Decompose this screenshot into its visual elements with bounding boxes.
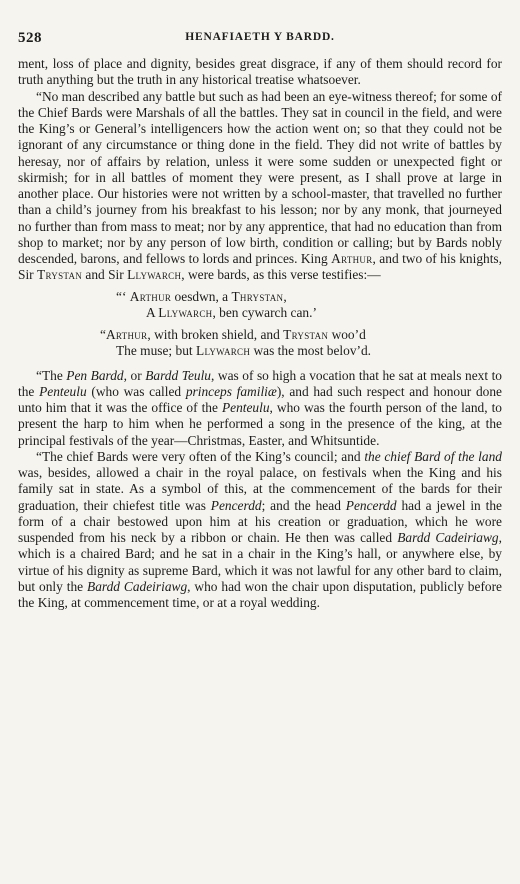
text-run: and Sir [82, 267, 128, 283]
term-bardd-cadeiriawg: Bardd Cadeiriawg [87, 578, 188, 594]
text-run: “No man described any battle but such as had been an eye-witness thereof; for some of the Chief Bards were Marshals of all the battles. They sat in council in the field, and were the King’s or General’s intelligencers how the action went on; so that they could not be ignorant of any circumstance or thing done in the field. They did not write of battles by heresay, nor of affairs by relation, unless it were some sudden or unexpected fight or skirmish; for in all battles of moment they were present, as I shall prove at large in another place. Our histories were not written by a school-master, that travelled no further than a child’s journey from his breakfast to his lesson; nor by any monk, that journeyed no further than from mass to meat; nor by any apprentice, that had no education than from shop to market; nor by any person of low birth, condition or calling; but by Bards nobly descended, barons, and fellows to lords and princes. King [18, 88, 502, 266]
book-page [18, 30, 502, 611]
term-penteulu: Penteulu [39, 383, 87, 399]
name-llywarch: Llywarch [195, 343, 251, 359]
text-run: had a jewel in the form of a chair bestowed upon him at his creation or graduation, which he wore suspended from his neck by a ribbon or chain. He then was called [18, 497, 502, 545]
text-run: (who was called [86, 383, 186, 399]
text-run: ; and the head [261, 497, 346, 513]
verse-line [18, 327, 502, 343]
running-head: HENAFIAETH Y BARDD. [185, 31, 335, 43]
verse-quotation [18, 289, 502, 360]
paragraph-pen-bardd [18, 368, 502, 449]
text-run: A [146, 304, 159, 320]
term-pencerdd: Pencerdd [210, 497, 262, 513]
name-arthur: Arthur [331, 251, 373, 266]
text-run: “The [36, 367, 67, 383]
text-run: , who was the fourth person of the land, to present the harp to him when he performed a song in the presence of the king, at the principal festivals of the year—Christmas, Easter, and Whitsuntide. [18, 400, 503, 448]
paragraph-chief-bards [18, 449, 502, 612]
text-run: The muse; but [116, 343, 196, 359]
text-run: was, besides, allowed a chair in the royal palace, on festivals when the King and his family sat in state. As a symbol of this, at the commencement of the bards for their graduation, their chiefest title was [18, 465, 502, 513]
text-run: “‘ [116, 288, 130, 304]
name-trystan: Trystan [36, 267, 83, 283]
text-run: , [283, 288, 287, 304]
term-pencerdd: Pencerdd [345, 497, 397, 513]
text-run: , with broken shield, and [147, 327, 284, 342]
text-run: , which is a chaired Bard; and he sat in a chair in the King’s hall, or anywhere else, by virtue of his dignity as supreme Bard, which it was not lawful for any other bard to claim, but only the [18, 530, 502, 594]
page-number: 528 [18, 30, 42, 46]
name-thrystan: Thrystan [231, 288, 284, 304]
term-chief-bard: the chief Bard of the land [364, 448, 502, 464]
body-text [18, 56, 502, 611]
text-run: was the most belov’d. [250, 343, 372, 359]
text-run: ), and had such respect and honour done unto him that it was the office of the [18, 383, 502, 415]
text-run: woo’d [328, 327, 366, 342]
term-pen-bardd: Pen Bardd [66, 367, 124, 383]
term-bardd-cadeiriawg: Bardd Cadeiriawg [397, 530, 499, 545]
name-llywarch: Llywarch [127, 267, 182, 283]
text-run: , ben cywarch can.’ [212, 304, 317, 320]
page-header [18, 30, 502, 52]
term-bardd-teulu: Bardd Teulu [145, 367, 212, 383]
text-run: , or [123, 367, 146, 383]
text-run: , were bards, as this verse testifies:— [181, 267, 381, 283]
verse-line [18, 305, 502, 321]
verse-line [18, 289, 502, 305]
text-run: oesdwn, a [171, 288, 232, 304]
text-run: , was of so high a vocation that he sat at meals next to the [18, 367, 503, 399]
verse-line [18, 343, 502, 359]
name-arthur: Arthur [105, 327, 148, 342]
term-penteulu: Penteulu [221, 400, 270, 415]
text-run: “ [100, 327, 106, 342]
name-trystan: Trystan [283, 327, 329, 342]
paragraph-continuation: ment, loss of place and dignity, besides great disgrace, if any of them should record for truth anything but the truth in any historical treatise whatsoever. [18, 56, 502, 88]
text-run: “The chief Bards were very often of the King’s council; and [36, 448, 365, 464]
paragraph-eyewitness [18, 89, 502, 284]
text-run: , who had won the chair upon disputation, publicly before the King, at commencement time, or at a royal wedding. [18, 578, 502, 610]
text-run: , and two of his knights, Sir [18, 251, 502, 283]
name-llywarch: Llywarch [158, 304, 213, 320]
name-arthur: Arthur [129, 288, 172, 304]
term-princeps-familiae: princeps familiæ [185, 383, 277, 399]
